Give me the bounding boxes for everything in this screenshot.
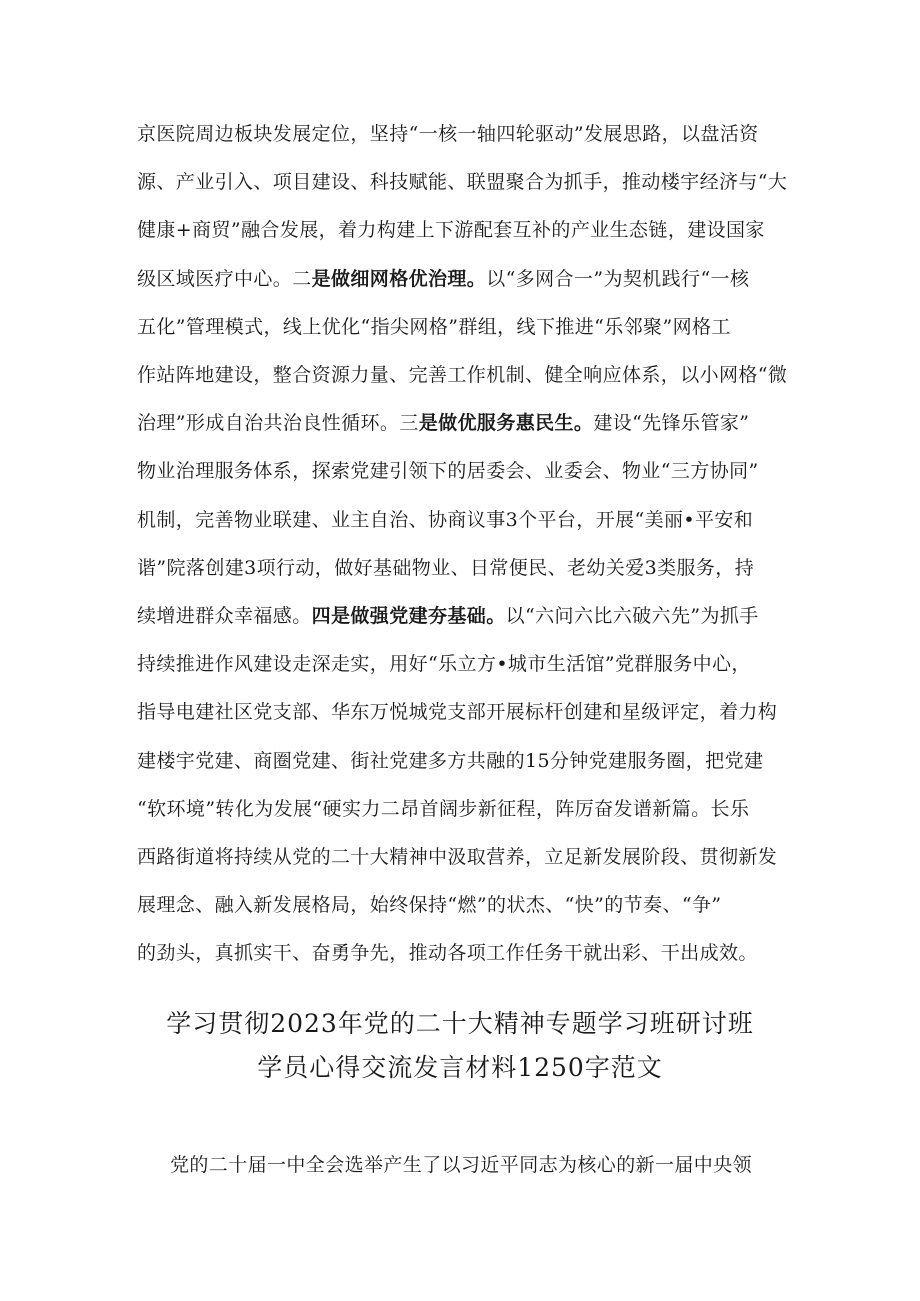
text-segment: 持续推进作风建设走深走实，用好“乐立方•城市生活馆”党群服务中心， [137, 653, 751, 675]
text-line [137, 459, 792, 483]
text-segment: “软环境”转化为发展“硬实力二昂首阔步新征程，阵厉奋发谱新篇。长乐 [137, 798, 750, 820]
text-segment: 展理念、融入新发展格局，始终保持“燃”的状杰、“快”的节奏、“争” [137, 894, 722, 916]
text-segment: 西路街道将持续从党的二十大精神中汲取营养，立足新发展阶段、贯彻新发 [137, 846, 778, 868]
text-line [137, 749, 792, 773]
text-segment: 级区域医疗中心。二 [137, 268, 312, 290]
text-segment: 以“六问六比六破六先”为抓手 [505, 605, 759, 627]
bold-heading-text: 是做优服务惠民生。 [418, 412, 594, 434]
text-segment: 机制，完善物业联建、业主自治、协商议事3个平台，开展“美丽•平安和 [137, 509, 754, 531]
text-line [137, 845, 792, 869]
text-segment: 以“多网合一”为契机践行“一核 [486, 268, 750, 290]
text-line [137, 604, 792, 628]
text-line [137, 700, 792, 724]
text-line [137, 411, 792, 435]
text-segment: 的劲头，真抓实干、奋勇争先，推动各项工作任务干就出彩、干出成效。 [137, 942, 758, 964]
text-line [137, 797, 792, 821]
text-segment: 物业治理服务体系，探索党建引领下的居委会、业委会、物业“三方协同” [137, 460, 759, 482]
text-line [137, 122, 792, 146]
document-title-line-1: 学习贯彻2023年党的二十大精神专题学习班研讨班 [166, 1009, 754, 1038]
text-line [137, 508, 792, 532]
paragraph-first-line: 党的二十届一中全会选举产生了以习近平同志为核心的新一届中央领 [170, 1154, 753, 1176]
text-segment: 指导电建社区党支部、华东万悦城党支部开展标杆创建和星级评定，着力构 [137, 701, 778, 723]
text-line [137, 363, 792, 387]
text-line [137, 893, 792, 917]
text-segment: 建设“先锋乐管家” [593, 412, 750, 434]
text-segment: 作站阵地建设，整合资源力量、完善工作机制、健全响应体系，以小网格“微 [137, 364, 788, 386]
text-line [137, 652, 792, 676]
document-title-line-2: 学员心得交流发言材料1250字范文 [257, 1053, 663, 1082]
bold-heading-text: 四是做强党建夯基础。 [311, 605, 506, 627]
text-segment: 续增进群众幸福感。 [137, 605, 312, 627]
text-segment: 源、产业引入、项目建设、科技赋能、联盟聚合为抓手，推动楼宇经济与“大 [137, 171, 788, 193]
text-segment: 建楼宇党建、商圈党建、街社党建多方共融的15分钟党建服务圈，把党建 [137, 750, 764, 772]
text-segment: 京医院周边板块发展定位，坚持“一核一轴四轮驱动”发展思路，以盘活资 [137, 123, 759, 145]
bold-heading-text: 是做细网格优治理。 [311, 268, 487, 290]
text-line [137, 315, 792, 339]
text-segment: 谐”院落创建3项行动，做好基础物业、日常便民、老幼关爱3类服务，持 [137, 557, 755, 579]
text-line [137, 218, 792, 242]
text-line [137, 170, 792, 194]
text-segment: 健康+商贸”融合发展，着力构建上下游配套互补的产业生态链，建设国家 [137, 219, 765, 241]
text-segment: 治理”形成自治共治良性循环。三 [137, 412, 419, 434]
text-line [137, 267, 792, 291]
text-line [137, 941, 792, 965]
text-line [137, 556, 792, 580]
text-segment: 五化”管理模式，线上优化“指尖网格”群组，线下推进“乐邻聚”网格工 [137, 316, 731, 338]
